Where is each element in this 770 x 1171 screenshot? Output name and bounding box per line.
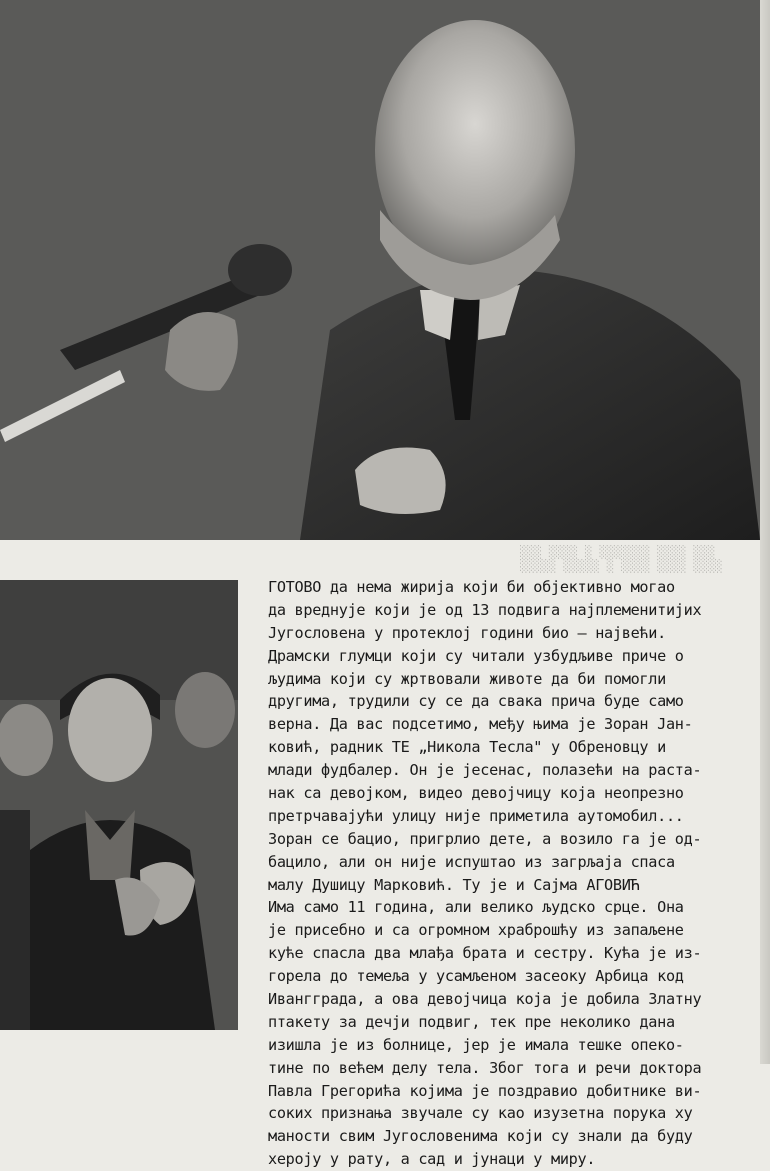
article-line: Југословена у протеклој години био — највећи.	[268, 623, 666, 642]
article-line: је присебно и са огромном храброшћу из запаљене	[268, 921, 684, 940]
article-line: соких признања звучале су као изузетна порука ху	[268, 1104, 693, 1123]
article-line: малу Душицу Марковић. Ту је и Сајма АГОВИЋ	[268, 875, 640, 894]
article-line: тине по већем делу тела. Због тога и речи доктора	[268, 1058, 702, 1077]
article-line: Има само 11 година, али велико људско срце. Она	[268, 898, 684, 917]
article-line: да вреднује који је од 13 подвига најплеменитијих	[268, 600, 702, 619]
article-line: Павла Грегорића којима је поздравио добитнике ви-	[268, 1081, 702, 1100]
article-line: ГОТОВО да нема жирија који би објективно могао	[268, 578, 675, 596]
article-line: људима који су жртвовали животе да би помогли	[268, 669, 666, 688]
article-line: верна. Да вас подсетимо, међу њима је Зоран Јан-	[268, 715, 693, 734]
article-line: Драмски глумци који су читали узбудљиве приче о	[268, 646, 684, 665]
article-line: бацило, али он није испуштао из загрљаја спаса	[268, 852, 675, 871]
article-line: Ивангграда, а ова девојчица која је добила Златну	[268, 990, 702, 1009]
article-line: горела до темеља у усамљеном засеоку Арбица код	[268, 967, 684, 986]
article-line: млади фудбалер. Он је јесенас, полазећи на раста-	[268, 761, 702, 780]
article-line: нак са девојком, видео девојчицу која неопрезно	[268, 784, 684, 803]
article-line: маности свим Југословенима који су знали да буду	[268, 1127, 693, 1146]
photo-speaker-at-microphone	[0, 0, 760, 540]
young-man-photo-illustration	[0, 580, 238, 1030]
bleed-through-text: ░░░ ░░░░ ░ ░░░░░░░ ░░░░ ░░░ ░░░░░ ░░░░░ ░ ░░░░ ░░░░ ░░░░	[520, 545, 723, 573]
article-text	[268, 576, 766, 1171]
speaker-photo-illustration	[0, 0, 760, 540]
article-line: птакету за дечји подвиг, тек пре неколико дана	[268, 1012, 675, 1031]
article-line: Зоран се бацио, пригрлио дете, а возило га је од-	[268, 829, 702, 848]
page-edge	[760, 0, 770, 1064]
article-line: претрчавајући улицу није приметила аутомобил...	[268, 806, 684, 825]
article-line: херoју у рату, а сад и јунаци у миру.	[268, 1150, 596, 1169]
article-line: изишла је из болнице, јер је имала тешке опеко-	[268, 1035, 684, 1054]
photo-young-man-applauding	[0, 580, 238, 1030]
article-line: другима, трудили су се да свака прича буде само	[268, 692, 684, 711]
article-line: куће спасла два млађа брата и сестру. Кућа је из-	[268, 944, 702, 963]
article-line: ковић, радник ТЕ „Никола Тесла" у Обреновцу и	[268, 738, 666, 757]
